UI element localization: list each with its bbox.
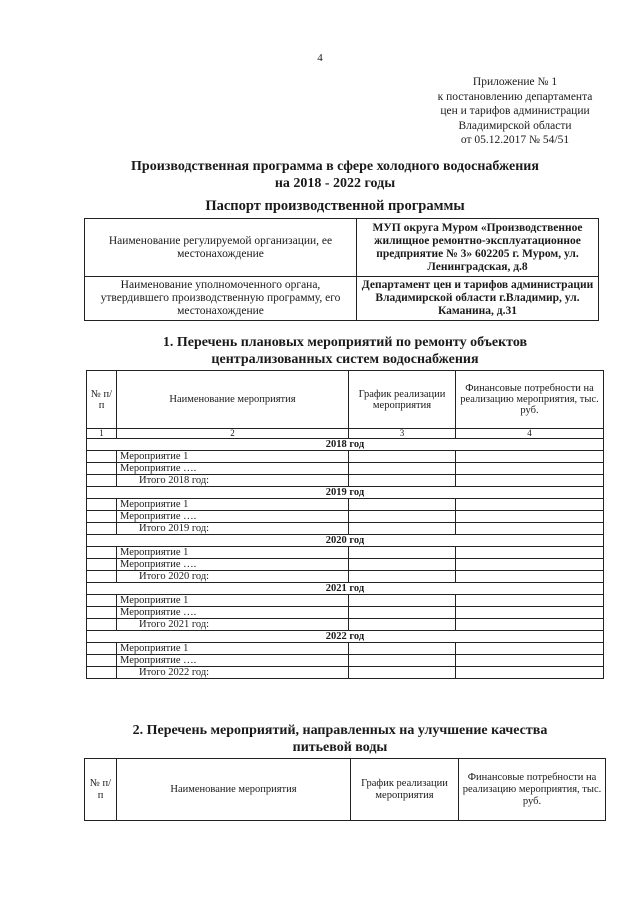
- main-title-line: на 2018 - 2022 годы: [274, 176, 396, 191]
- year-row: [87, 535, 604, 547]
- cell-name: Мероприятие 1: [117, 595, 349, 607]
- header-cell-number: № п/п: [87, 371, 117, 429]
- section1-title: [120, 334, 570, 368]
- cell-schedule: [349, 643, 456, 655]
- cell-number: [87, 595, 117, 607]
- cell-name: Мероприятие ….: [117, 511, 349, 523]
- cell-number: [87, 559, 117, 571]
- column-number: 2: [117, 429, 349, 439]
- cell-schedule: [349, 667, 456, 679]
- table-header-row: [85, 759, 606, 821]
- cell-total: Итого 2021 год:: [117, 619, 349, 631]
- cell-schedule: [349, 571, 456, 583]
- year-row: [87, 583, 604, 595]
- total-row: [87, 523, 604, 535]
- cell-finance: [456, 463, 604, 475]
- year-label: 2022 год: [87, 631, 604, 643]
- appendix-line: к постановлению департамента: [437, 90, 593, 103]
- year-row: [87, 439, 604, 451]
- cell-name: Мероприятие ….: [117, 607, 349, 619]
- cell-schedule: [349, 475, 456, 487]
- header-cell-finance: Финансовые потребности на реализацию мероприятия, тыс. руб.: [456, 371, 604, 429]
- table-header-row: [87, 371, 604, 429]
- header-cell-finance: Финансовые потребности на реализацию мероприятия, тыс. руб.: [459, 759, 606, 821]
- section2-title-line: 2. Перечень мероприятий, направленных на улучшение качества: [132, 723, 548, 738]
- cell-number: [87, 571, 117, 583]
- cell-total: Итого 2020 год:: [117, 571, 349, 583]
- cell-number: [87, 499, 117, 511]
- column-number: 3: [349, 429, 456, 439]
- cell-finance: [456, 595, 604, 607]
- cell-name: Мероприятие 1: [117, 547, 349, 559]
- cell-finance: [456, 499, 604, 511]
- page-number: 4: [317, 52, 323, 64]
- cell-finance: [456, 475, 604, 487]
- cell-number: [87, 511, 117, 523]
- main-title-line: Производственная программа в сфере холодного водоснабжения: [131, 159, 539, 174]
- cell-number: [87, 451, 117, 463]
- section1-title-line: 1. Перечень плановых мероприятий по ремонту объектов: [162, 335, 528, 350]
- cell-finance: [456, 607, 604, 619]
- appendix-line: цен и тарифов администрации: [440, 105, 590, 117]
- cell-schedule: [349, 463, 456, 475]
- total-row: [87, 475, 604, 487]
- passport-row: [85, 219, 599, 277]
- cell-finance: [456, 523, 604, 535]
- cell-finance: [456, 547, 604, 559]
- table-row: [87, 595, 604, 607]
- cell-schedule: [349, 511, 456, 523]
- cell-schedule: [349, 559, 456, 571]
- header-cell-schedule: График реализации мероприятия: [349, 371, 456, 429]
- passport-label: Наименование уполномоченного органа, утвердившего производственную программу, его местонахождение: [85, 277, 357, 321]
- cell-name: Мероприятие ….: [117, 463, 349, 475]
- cell-name: Мероприятие 1: [117, 451, 349, 463]
- cell-name: Мероприятие ….: [117, 559, 349, 571]
- year-row: [87, 631, 604, 643]
- cell-number: [87, 643, 117, 655]
- table-row: [87, 643, 604, 655]
- section2-table: [84, 758, 606, 821]
- main-title: [100, 158, 570, 192]
- cell-schedule: [349, 607, 456, 619]
- cell-finance: [456, 451, 604, 463]
- year-label: 2018 год: [87, 439, 604, 451]
- cell-finance: [456, 667, 604, 679]
- cell-total: Итого 2022 год:: [117, 667, 349, 679]
- table-row: [87, 451, 604, 463]
- cell-schedule: [349, 499, 456, 511]
- year-label: 2021 год: [87, 583, 604, 595]
- appendix-line: Владимирской области: [458, 119, 572, 132]
- cell-schedule: [349, 619, 456, 631]
- cell-number: [87, 475, 117, 487]
- column-number-row: [87, 429, 604, 439]
- cell-name: Мероприятие ….: [117, 655, 349, 667]
- cell-finance: [456, 511, 604, 523]
- cell-name: Мероприятие 1: [117, 499, 349, 511]
- header-cell-name: Наименование мероприятия: [117, 371, 349, 429]
- passport-row: [85, 277, 599, 321]
- cell-finance: [456, 571, 604, 583]
- cell-schedule: [349, 547, 456, 559]
- year-row: [87, 487, 604, 499]
- table-row: [87, 655, 604, 667]
- section2-title-line: питьевой воды: [292, 740, 388, 755]
- section1-title-line: централизованных систем водоснабжения: [211, 352, 479, 367]
- cell-number: [87, 463, 117, 475]
- column-number: 1: [87, 429, 117, 439]
- cell-finance: [456, 643, 604, 655]
- cell-finance: [456, 655, 604, 667]
- header-cell-number: № п/п: [85, 759, 117, 821]
- year-label: 2020 год: [87, 535, 604, 547]
- passport-value: МУП округа Муром «Производственное жилищное ремонтно-эксплуатационное предприятие № 3» 602205 г. Муром, ул. Ленинградская, д.8: [357, 219, 599, 277]
- section1-table: [86, 370, 604, 679]
- cell-schedule: [349, 655, 456, 667]
- table-row: [87, 463, 604, 475]
- cell-number: [87, 523, 117, 535]
- passport-title: Паспорт производственной программы: [205, 198, 465, 214]
- passport-value: Департамент цен и тарифов администрации Владимирской области г.Владимир, ул. Каманина, д.31: [357, 277, 599, 321]
- cell-number: [87, 655, 117, 667]
- cell-total: Итого 2018 год:: [117, 475, 349, 487]
- cell-number: [87, 667, 117, 679]
- cell-name: Мероприятие 1: [117, 643, 349, 655]
- year-label: 2019 год: [87, 487, 604, 499]
- appendix-reference: [420, 75, 610, 148]
- table-row: [87, 559, 604, 571]
- total-row: [87, 667, 604, 679]
- table-row: [87, 607, 604, 619]
- total-row: [87, 619, 604, 631]
- total-row: [87, 571, 604, 583]
- cell-number: [87, 547, 117, 559]
- cell-schedule: [349, 523, 456, 535]
- cell-schedule: [349, 595, 456, 607]
- appendix-line: от 05.12.2017 № 54/51: [460, 134, 570, 146]
- appendix-line: Приложение № 1: [472, 76, 558, 88]
- section2-title: [110, 722, 570, 756]
- passport-label: Наименование регулируемой организации, ее местонахождение: [85, 219, 357, 277]
- column-number: 4: [456, 429, 604, 439]
- cell-finance: [456, 559, 604, 571]
- cell-total: Итого 2019 год:: [117, 523, 349, 535]
- table-row: [87, 511, 604, 523]
- passport-table: [84, 218, 599, 321]
- cell-number: [87, 607, 117, 619]
- table-row: [87, 499, 604, 511]
- cell-number: [87, 619, 117, 631]
- cell-schedule: [349, 451, 456, 463]
- header-cell-name: Наименование мероприятия: [117, 759, 351, 821]
- header-cell-schedule: График реализации мероприятия: [351, 759, 459, 821]
- cell-finance: [456, 619, 604, 631]
- table-row: [87, 547, 604, 559]
